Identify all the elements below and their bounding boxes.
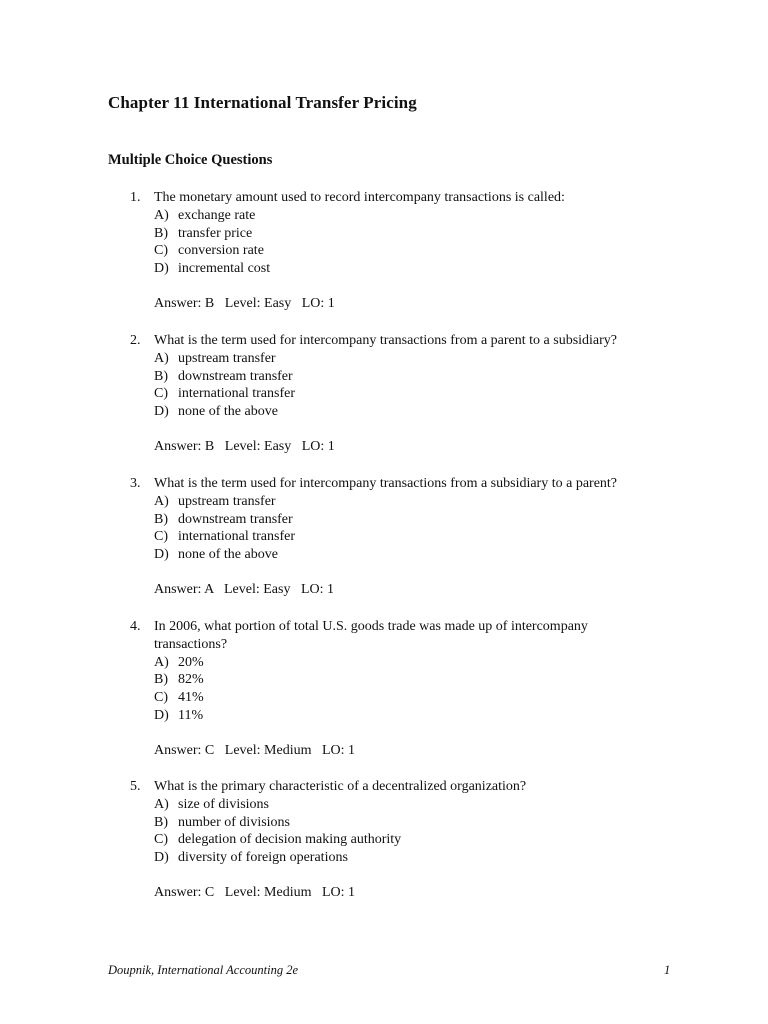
- option-c: C) delegation of decision making authority: [154, 832, 402, 848]
- question-text: In 2006, what portion of total U.S. goods trade was made up of intercompany transactions?: [154, 619, 588, 652]
- question-5: [130, 778, 690, 902]
- option-b: B) transfer price: [154, 225, 253, 241]
- question-text: The monetary amount used to record intercompany transactions is called:: [154, 190, 565, 205]
- question-number: 2.: [130, 333, 141, 348]
- option-c: C) international transfer: [154, 386, 296, 402]
- option-b: B) number of divisions: [154, 814, 290, 830]
- options-list: [154, 796, 690, 867]
- question-3: [130, 475, 690, 599]
- answer-line: Answer: B Level: Easy LO: 1: [154, 439, 335, 455]
- options-list: [154, 654, 690, 725]
- option-d: D) none of the above: [154, 547, 278, 563]
- question-number: 5.: [130, 779, 141, 794]
- option-c: C) international transfer: [154, 529, 296, 545]
- chapter-title: Chapter 11 International Transfer Pricing: [108, 93, 417, 112]
- question-text: What is the term used for intercompany transactions from a subsidiary to a parent?: [154, 476, 618, 491]
- question-number: 1.: [130, 190, 141, 205]
- option-a: A) size of divisions: [154, 796, 269, 812]
- footer-source: Doupnik, International Accounting 2e: [108, 963, 299, 977]
- answer-line: Answer: A Level: Easy LO: 1: [154, 582, 335, 598]
- page-number: 1: [664, 963, 671, 977]
- option-b: B) downstream transfer: [154, 368, 293, 384]
- option-a: A) exchange rate: [154, 207, 256, 223]
- option-b: B) 82%: [154, 672, 204, 688]
- question-number: 3.: [130, 476, 141, 491]
- options-list: [154, 207, 690, 278]
- option-d: D) none of the above: [154, 404, 278, 420]
- options-list: [154, 493, 690, 564]
- option-d: D) diversity of foreign operations: [154, 850, 348, 866]
- option-a: A) upstream transfer: [154, 493, 276, 509]
- option-d: D) 11%: [154, 707, 204, 723]
- answer-line: Answer: C Level: Medium LO: 1: [154, 885, 356, 901]
- option-b: B) downstream transfer: [154, 511, 293, 527]
- option-c: C) 41%: [154, 690, 204, 706]
- question-text: What is the primary characteristic of a decentralized organization?: [154, 779, 527, 794]
- option-c: C) conversion rate: [154, 243, 264, 259]
- question-text: What is the term used for intercompany transactions from a parent to a subsidiary?: [154, 333, 618, 348]
- option-d: D) incremental cost: [154, 261, 271, 277]
- option-a: A) 20%: [154, 654, 204, 670]
- option-a: A) upstream transfer: [154, 350, 276, 366]
- question-4: [130, 618, 690, 760]
- question-number: 4.: [130, 619, 141, 634]
- options-list: [154, 350, 690, 421]
- question-2: [130, 332, 690, 456]
- answer-line: Answer: C Level: Medium LO: 1: [154, 743, 356, 759]
- question-1: [130, 189, 690, 313]
- answer-line: Answer: B Level: Easy LO: 1: [154, 296, 335, 312]
- section-heading: Multiple Choice Questions: [108, 152, 273, 168]
